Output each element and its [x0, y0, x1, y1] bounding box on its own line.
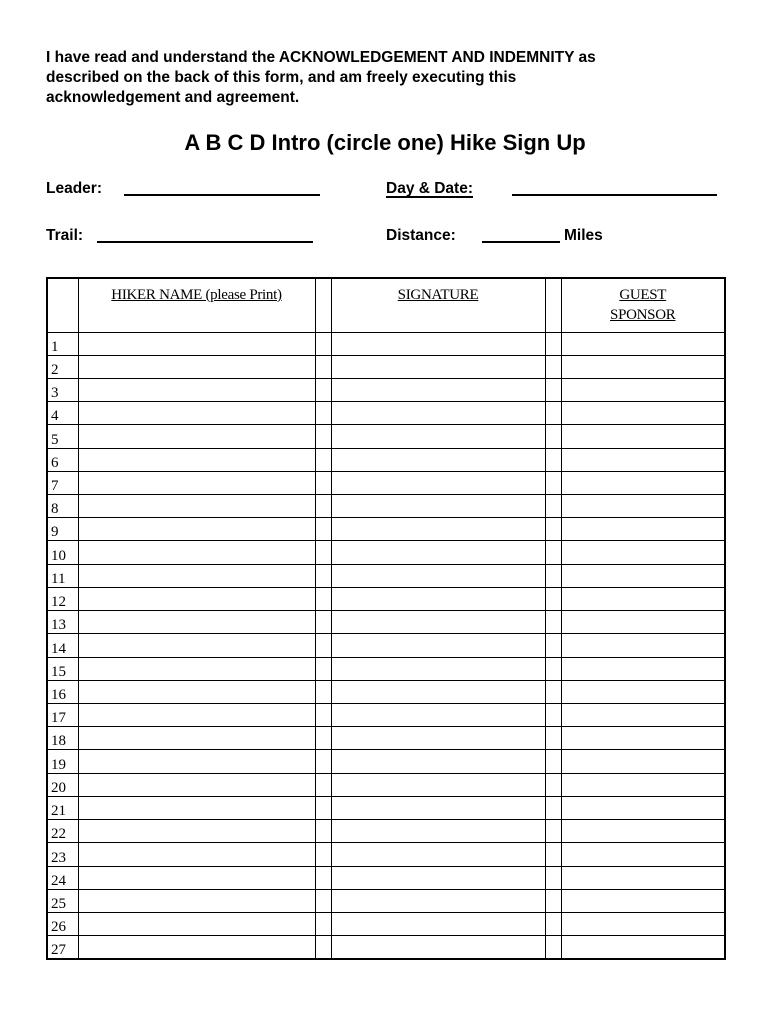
spacer-cell [545, 448, 561, 471]
signature-input[interactable] [332, 565, 545, 587]
guest-sponsor-cell[interactable] [561, 634, 725, 657]
spacer-cell [545, 657, 561, 680]
guest-sponsor-cell[interactable] [561, 912, 725, 935]
row-number: 19 [47, 750, 78, 773]
row-number: 9 [47, 518, 78, 541]
spacer-cell [545, 541, 561, 564]
guest-sponsor-input[interactable] [562, 913, 725, 935]
spacer-cell [315, 936, 331, 959]
hiker-name-input[interactable] [79, 518, 315, 540]
signature-cell[interactable] [331, 727, 545, 750]
spacer-cell [545, 611, 561, 634]
spacer-cell [545, 912, 561, 935]
table-row [47, 611, 725, 634]
hiker-name-cell[interactable] [78, 657, 315, 680]
guest-sponsor-cell[interactable] [561, 402, 725, 425]
guest-sponsor-cell[interactable] [561, 680, 725, 703]
row-number: 17 [47, 704, 78, 727]
acknowledgement-line: acknowledgement and agreement. [46, 89, 300, 106]
table-row [47, 425, 725, 448]
spacer-cell [315, 611, 331, 634]
guest-sponsor-cell[interactable] [561, 866, 725, 889]
row-number: 16 [47, 680, 78, 703]
hiker-name-input[interactable] [79, 681, 315, 703]
signature-cell[interactable] [331, 750, 545, 773]
guest-sponsor-cell[interactable] [561, 796, 725, 819]
hiker-name-input[interactable] [79, 472, 315, 494]
hiker-name-cell[interactable] [78, 378, 315, 401]
signature-input[interactable] [332, 658, 545, 680]
hiker-name-cell[interactable] [78, 332, 315, 355]
signature-input[interactable] [332, 356, 545, 378]
table-row [47, 680, 725, 703]
spacer-cell [545, 425, 561, 448]
table-row [47, 727, 725, 750]
hiker-name-input[interactable] [79, 425, 315, 447]
table-row [47, 889, 725, 912]
table-row [47, 704, 725, 727]
hiker-name-cell[interactable] [78, 912, 315, 935]
table-row [47, 448, 725, 471]
row-number: 13 [47, 611, 78, 634]
signature-input[interactable] [332, 913, 545, 935]
signature-input[interactable] [332, 379, 545, 401]
trail-input[interactable] [97, 224, 317, 242]
spacer-cell [545, 704, 561, 727]
spacer-cell [545, 355, 561, 378]
hiker-name-input[interactable] [79, 867, 315, 889]
guest-sponsor-input[interactable] [562, 774, 725, 796]
spacer-column-header [545, 278, 561, 332]
row-number: 18 [47, 727, 78, 750]
guest-sponsor-input[interactable] [562, 472, 725, 494]
table-row [47, 912, 725, 935]
signature-cell[interactable] [331, 471, 545, 494]
guest-sponsor-cell[interactable] [561, 727, 725, 750]
signature-input[interactable] [332, 611, 545, 633]
hiker-name-input[interactable] [79, 843, 315, 865]
signature-cell[interactable] [331, 611, 545, 634]
hiker-name-cell[interactable] [78, 471, 315, 494]
guest-sponsor-cell[interactable] [561, 936, 725, 959]
row-number: 10 [47, 541, 78, 564]
signature-cell[interactable] [331, 843, 545, 866]
spacer-cell [315, 657, 331, 680]
guest-sponsor-input[interactable] [562, 867, 725, 889]
row-number: 23 [47, 843, 78, 866]
spacer-cell [315, 680, 331, 703]
signature-input[interactable] [332, 820, 545, 842]
guest-sponsor-input[interactable] [562, 797, 725, 819]
signature-cell[interactable] [331, 587, 545, 610]
table-row [47, 657, 725, 680]
guest-header-label: GUEST [619, 287, 667, 303]
spacer-cell [315, 495, 331, 518]
guest-sponsor-cell[interactable] [561, 657, 725, 680]
spacer-cell [315, 727, 331, 750]
spacer-cell [545, 564, 561, 587]
guest-sponsor-input[interactable] [562, 425, 725, 447]
spacer-cell [545, 936, 561, 959]
hiker-name-cell[interactable] [78, 796, 315, 819]
spacer-cell [545, 332, 561, 355]
spacer-cell [315, 518, 331, 541]
row-number: 7 [47, 471, 78, 494]
table-row [47, 541, 725, 564]
hiker-name-input[interactable] [79, 379, 315, 401]
hiker-sign-up-table [46, 277, 726, 960]
spacer-cell [545, 750, 561, 773]
hiker-name-input[interactable] [79, 820, 315, 842]
signature-input[interactable] [332, 634, 545, 656]
signature-input[interactable] [332, 797, 545, 819]
signature-cell[interactable] [331, 820, 545, 843]
hiker-name-input[interactable] [79, 634, 315, 656]
spacer-cell [315, 564, 331, 587]
hiker-name-header [78, 278, 315, 332]
row-number: 27 [47, 936, 78, 959]
table-body [47, 332, 725, 959]
signature-input[interactable] [332, 588, 545, 610]
spacer-cell [315, 866, 331, 889]
table-row [47, 820, 725, 843]
hiker-name-input[interactable] [79, 495, 315, 517]
row-number: 3 [47, 378, 78, 401]
hiker-name-input[interactable] [79, 449, 315, 471]
row-number: 5 [47, 425, 78, 448]
hiker-name-cell[interactable] [78, 773, 315, 796]
table-row [47, 471, 725, 494]
hiker-name-input[interactable] [79, 750, 315, 772]
hiker-name-input[interactable] [79, 797, 315, 819]
spacer-cell [315, 425, 331, 448]
guest-sponsor-input[interactable] [562, 333, 725, 355]
guest-sponsor-input[interactable] [562, 890, 725, 912]
signature-input[interactable] [332, 425, 545, 447]
table-row [47, 866, 725, 889]
guest-sponsor-input[interactable] [562, 518, 725, 540]
hiker-name-cell[interactable] [78, 402, 315, 425]
guest-sponsor-cell[interactable] [561, 611, 725, 634]
signature-cell[interactable] [331, 448, 545, 471]
row-number: 15 [47, 657, 78, 680]
spacer-cell [315, 541, 331, 564]
hiker-name-input[interactable] [79, 333, 315, 355]
number-column-header [47, 278, 78, 332]
hiker-name-input[interactable] [79, 588, 315, 610]
signature-input[interactable] [332, 890, 545, 912]
signature-cell[interactable] [331, 541, 545, 564]
guest-sponsor-input[interactable] [562, 727, 725, 749]
table-row [47, 634, 725, 657]
row-number: 4 [47, 402, 78, 425]
hiker-name-cell[interactable] [78, 727, 315, 750]
table-row [47, 332, 725, 355]
row-number: 26 [47, 912, 78, 935]
guest-sponsor-cell[interactable] [561, 773, 725, 796]
row-number: 25 [47, 889, 78, 912]
guest-sponsor-input[interactable] [562, 588, 725, 610]
row-number: 22 [47, 820, 78, 843]
spacer-cell [545, 843, 561, 866]
guest-sponsor-cell[interactable] [561, 355, 725, 378]
table-row [47, 378, 725, 401]
hiker-name-input[interactable] [79, 356, 315, 378]
row-number: 14 [47, 634, 78, 657]
signature-input[interactable] [332, 750, 545, 772]
signature-input[interactable] [332, 936, 545, 958]
signature-input[interactable] [332, 495, 545, 517]
hiker-name-cell[interactable] [78, 680, 315, 703]
signature-input[interactable] [332, 472, 545, 494]
guest-sponsor-input[interactable] [562, 820, 725, 842]
hiker-name-cell[interactable] [78, 866, 315, 889]
hiker-name-cell[interactable] [78, 355, 315, 378]
table-row [47, 495, 725, 518]
signature-cell[interactable] [331, 634, 545, 657]
guest-sponsor-input[interactable] [562, 402, 725, 424]
guest-sponsor-cell[interactable] [561, 448, 725, 471]
guest-sponsor-input[interactable] [562, 704, 725, 726]
signature-input[interactable] [332, 727, 545, 749]
signature-cell[interactable] [331, 657, 545, 680]
hiker-name-header-label: HIKER NAME (please Print) [111, 287, 282, 303]
signature-input[interactable] [332, 681, 545, 703]
signature-cell[interactable] [331, 796, 545, 819]
leader-input[interactable] [124, 177, 324, 195]
spacer-cell [315, 912, 331, 935]
hiker-name-cell[interactable] [78, 587, 315, 610]
spacer-cell [315, 889, 331, 912]
spacer-cell [315, 402, 331, 425]
spacer-cell [545, 889, 561, 912]
guest-sponsor-input[interactable] [562, 936, 725, 958]
table-row [47, 587, 725, 610]
table-row [47, 518, 725, 541]
guest-sponsor-input[interactable] [562, 634, 725, 656]
guest-sponsor-cell[interactable] [561, 750, 725, 773]
signature-cell[interactable] [331, 425, 545, 448]
guest-sponsor-cell[interactable] [561, 518, 725, 541]
leader-label: Leader: [46, 180, 102, 197]
distance-input[interactable] [482, 224, 564, 242]
signature-cell[interactable] [331, 773, 545, 796]
spacer-cell [315, 332, 331, 355]
guest-sponsor-cell[interactable] [561, 564, 725, 587]
table-row [47, 936, 725, 959]
signature-cell[interactable] [331, 936, 545, 959]
hiker-name-cell[interactable] [78, 495, 315, 518]
spacer-cell [315, 843, 331, 866]
row-number: 8 [47, 495, 78, 518]
hiker-name-cell[interactable] [78, 750, 315, 773]
spacer-cell [315, 378, 331, 401]
guest-sponsor-cell[interactable] [561, 425, 725, 448]
signature-cell[interactable] [331, 704, 545, 727]
row-number: 1 [47, 332, 78, 355]
table-row [47, 796, 725, 819]
spacer-cell [315, 471, 331, 494]
guest-sponsor-cell[interactable] [561, 541, 725, 564]
hiker-name-cell[interactable] [78, 843, 315, 866]
hiker-name-cell[interactable] [78, 518, 315, 541]
row-number: 21 [47, 796, 78, 819]
hiker-name-cell[interactable] [78, 448, 315, 471]
guest-sponsor-cell[interactable] [561, 820, 725, 843]
spacer-cell [545, 866, 561, 889]
guest-sponsor-input[interactable] [562, 843, 725, 865]
table-row [47, 564, 725, 587]
hiker-name-cell[interactable] [78, 936, 315, 959]
signature-header-label: SIGNATURE [397, 287, 479, 303]
signature-input[interactable] [332, 333, 545, 355]
spacer-cell [315, 587, 331, 610]
signature-cell[interactable] [331, 912, 545, 935]
hiker-name-input[interactable] [79, 402, 315, 424]
spacer-cell [545, 495, 561, 518]
acknowledgement-line: described on the back of this form, and am freely executing this [46, 69, 517, 86]
spacer-cell [545, 471, 561, 494]
guest-sponsor-input[interactable] [562, 658, 725, 680]
guest-sponsor-cell[interactable] [561, 378, 725, 401]
spacer-cell [545, 727, 561, 750]
hiker-name-input[interactable] [79, 890, 315, 912]
signature-cell[interactable] [331, 378, 545, 401]
spacer-cell [315, 448, 331, 471]
spacer-cell [545, 634, 561, 657]
hiker-name-input[interactable] [79, 913, 315, 935]
spacer-cell [315, 750, 331, 773]
signature-cell[interactable] [331, 564, 545, 587]
guest-sponsor-input[interactable] [562, 681, 725, 703]
signature-cell[interactable] [331, 402, 545, 425]
signature-cell[interactable] [331, 889, 545, 912]
guest-sponsor-input[interactable] [562, 750, 725, 772]
guest-sponsor-cell[interactable] [561, 704, 725, 727]
spacer-column-header [315, 278, 331, 332]
table-row [47, 773, 725, 796]
guest-sponsor-input[interactable] [562, 356, 725, 378]
spacer-cell [545, 587, 561, 610]
guest-sponsor-cell[interactable] [561, 471, 725, 494]
signature-cell[interactable] [331, 495, 545, 518]
row-number: 24 [47, 866, 78, 889]
hiker-name-cell[interactable] [78, 425, 315, 448]
table-row [47, 402, 725, 425]
spacer-cell [315, 820, 331, 843]
hiker-name-input[interactable] [79, 611, 315, 633]
day-date-label: Day & Date: [386, 180, 473, 197]
spacer-cell [545, 402, 561, 425]
spacer-cell [545, 796, 561, 819]
signature-cell[interactable] [331, 332, 545, 355]
spacer-cell [545, 680, 561, 703]
guest-sponsor-input[interactable] [562, 379, 725, 401]
hiker-name-input[interactable] [79, 565, 315, 587]
signature-cell[interactable] [331, 355, 545, 378]
guest-sponsor-input[interactable] [562, 541, 725, 563]
signature-input[interactable] [332, 402, 545, 424]
hiker-name-input[interactable] [79, 658, 315, 680]
spacer-cell [315, 796, 331, 819]
acknowledgement-line: I have read and understand the ACKNOWLEDGEMENT AND INDEMNITY as [46, 49, 596, 66]
spacer-cell [545, 378, 561, 401]
spacer-cell [545, 518, 561, 541]
guest-sponsor-input[interactable] [562, 611, 725, 633]
signature-header [331, 278, 545, 332]
table-row [47, 843, 725, 866]
day-date-input[interactable] [512, 177, 721, 195]
spacer-cell [315, 773, 331, 796]
spacer-cell [545, 773, 561, 796]
guest-sponsor-cell[interactable] [561, 587, 725, 610]
guest-sponsor-cell[interactable] [561, 332, 725, 355]
hiker-name-input[interactable] [79, 704, 315, 726]
guest-sponsor-cell[interactable] [561, 889, 725, 912]
hiker-name-input[interactable] [79, 541, 315, 563]
form-title: A B C D Intro (circle one) Hike Sign Up [184, 130, 586, 155]
guest-sponsor-cell[interactable] [561, 495, 725, 518]
table-row [47, 750, 725, 773]
hiker-name-cell[interactable] [78, 704, 315, 727]
spacer-cell [315, 355, 331, 378]
guest-sponsor-input[interactable] [562, 449, 725, 471]
guest-sponsor-input[interactable] [562, 495, 725, 517]
sponsor-header-label: SPONSOR [610, 307, 676, 323]
signature-cell[interactable] [331, 866, 545, 889]
row-number: 6 [47, 448, 78, 471]
spacer-cell [315, 704, 331, 727]
acknowledgement-text [46, 48, 736, 108]
hiker-name-input[interactable] [79, 774, 315, 796]
table-header-row [47, 278, 725, 332]
signature-input[interactable] [332, 541, 545, 563]
signature-input[interactable] [332, 867, 545, 889]
row-number: 12 [47, 587, 78, 610]
signature-input[interactable] [332, 774, 545, 796]
hiker-name-cell[interactable] [78, 820, 315, 843]
hiker-name-cell[interactable] [78, 611, 315, 634]
hiker-name-input[interactable] [79, 727, 315, 749]
miles-label: Miles [564, 227, 603, 244]
hiker-name-input[interactable] [79, 936, 315, 958]
spacer-cell [315, 634, 331, 657]
guest-sponsor-header [561, 278, 725, 332]
guest-sponsor-input[interactable] [562, 565, 725, 587]
signature-input[interactable] [332, 843, 545, 865]
trail-label: Trail: [46, 227, 84, 244]
row-number: 20 [47, 773, 78, 796]
table-row [47, 355, 725, 378]
hiker-name-cell[interactable] [78, 889, 315, 912]
distance-label: Distance: [386, 227, 456, 244]
row-number: 2 [47, 355, 78, 378]
guest-sponsor-cell[interactable] [561, 843, 725, 866]
signature-cell[interactable] [331, 680, 545, 703]
hiker-name-cell[interactable] [78, 541, 315, 564]
signature-input[interactable] [332, 449, 545, 471]
signature-input[interactable] [332, 518, 545, 540]
hiker-name-cell[interactable] [78, 564, 315, 587]
signature-cell[interactable] [331, 518, 545, 541]
signature-input[interactable] [332, 704, 545, 726]
row-number: 11 [47, 564, 78, 587]
spacer-cell [545, 820, 561, 843]
hiker-name-cell[interactable] [78, 634, 315, 657]
